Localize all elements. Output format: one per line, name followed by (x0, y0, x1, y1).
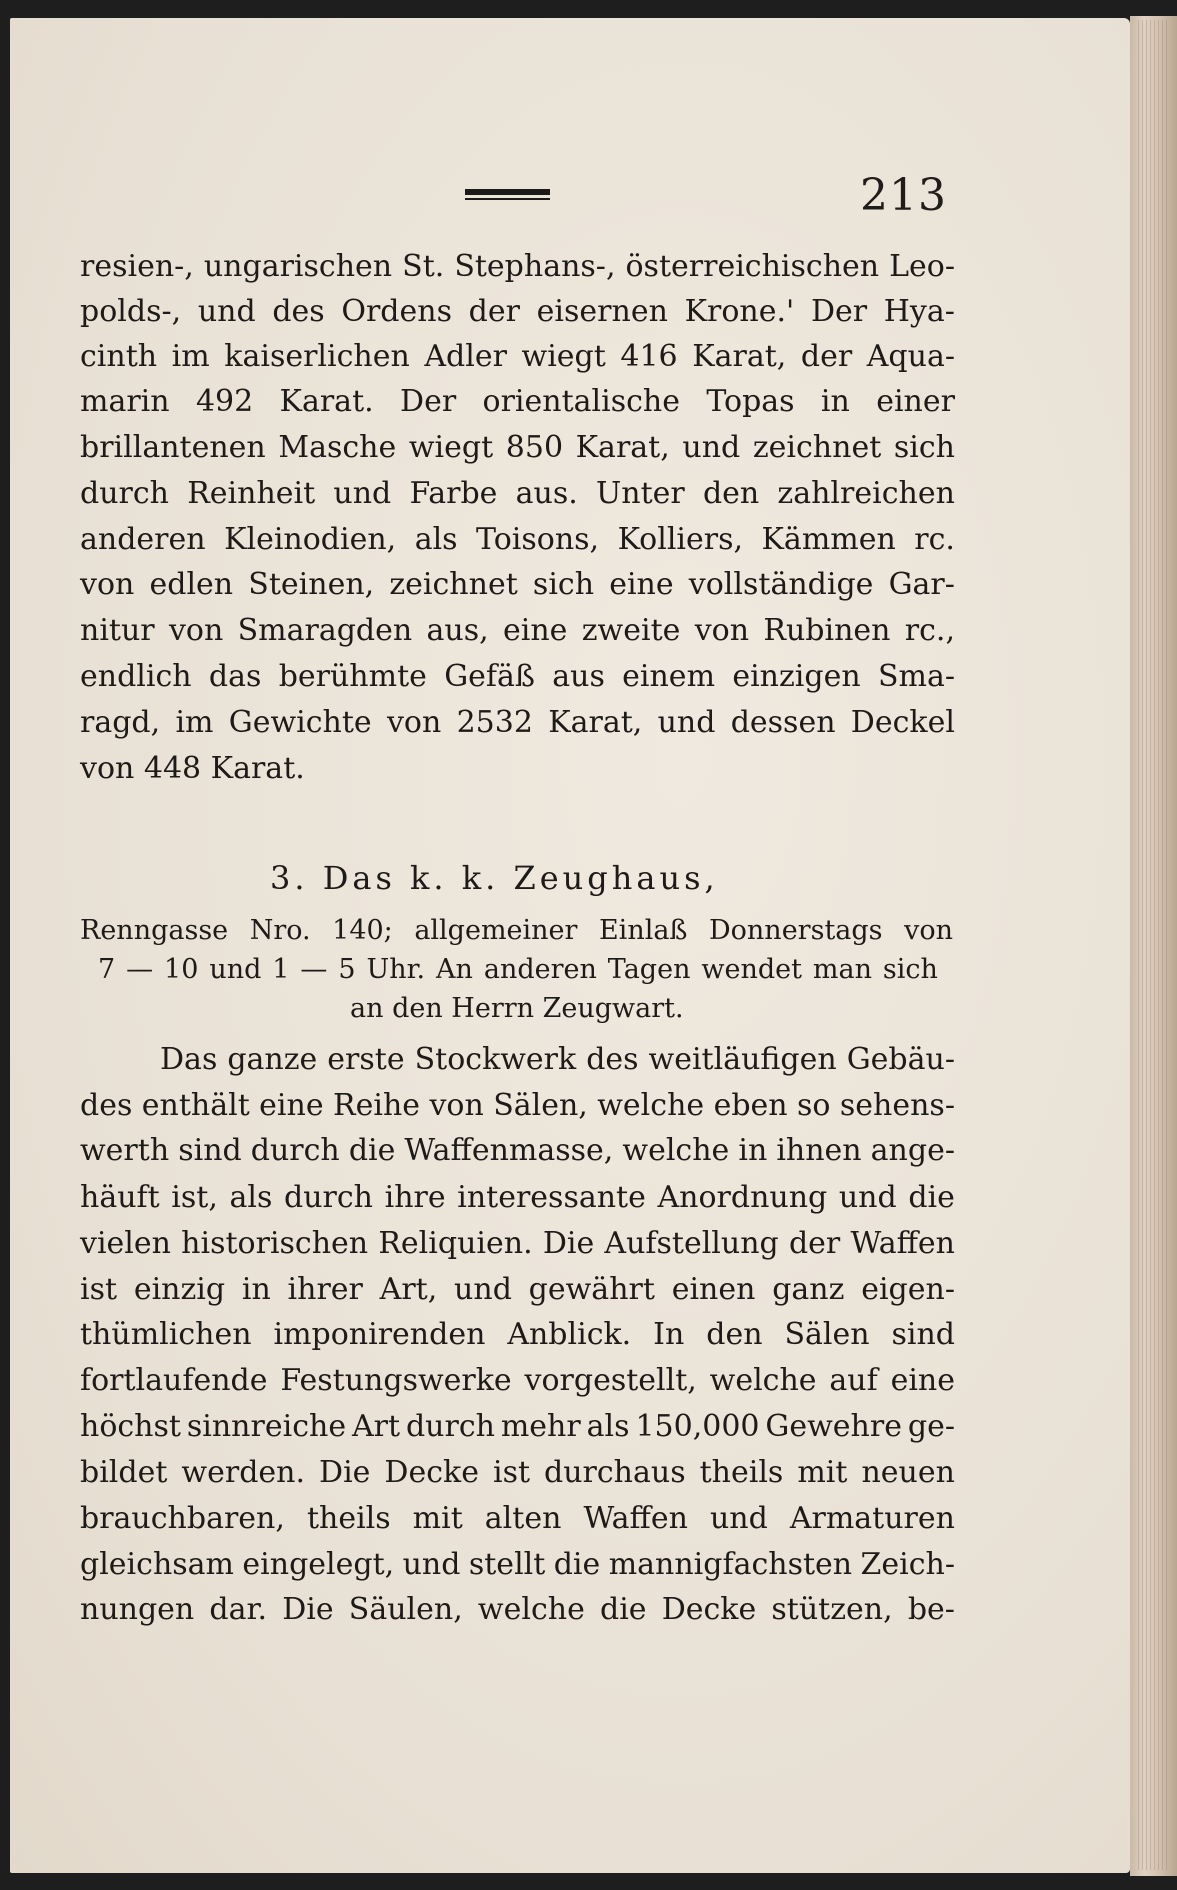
section-heading: 3. Das k. k. Zeughaus, (270, 859, 719, 897)
text-line: resien-, ungarischen St. Stephans-, österreichischen Leo- (80, 249, 955, 284)
text-line: nungen dar. Die Säulen, welche die Decke stützen, be- (80, 1592, 955, 1627)
text-line: anderen Kleinodien, als Toisons, Kolliers, Kämmen rc. (80, 522, 955, 557)
text-line: thümlichen imponirenden Anblick. In den Sälen sind (80, 1317, 955, 1352)
text-line: des enthält eine Reihe von Sälen, welche eben so sehens- (80, 1088, 955, 1123)
text-line: marin 492 Karat. Der orientalische Topas in einer (80, 384, 955, 419)
text-line: fortlaufende Festungswerke vorgestellt, welche auf eine (80, 1363, 955, 1398)
text-line: höchst sinnreiche Art durch mehr als 150,000 Gewehre ge- (80, 1409, 955, 1444)
text-line: cinth im kaiserlichen Adler wiegt 416 Karat, der Aqua- (80, 339, 955, 374)
text-line: häuft ist, als durch ihre interessante Anordnung und die (80, 1180, 955, 1215)
text-line: von edlen Steinen, zeichnet sich eine vollständige Gar- (80, 567, 955, 602)
text-line: ist einzig in ihrer Art, und gewährt einen ganz eigen- (80, 1272, 955, 1307)
header-rule (465, 189, 550, 200)
text-line: brauchbaren, theils mit alten Waffen und Armaturen (80, 1501, 955, 1536)
text-line: polds-, und des Ordens der eisernen Krone.' Der Hya- (80, 294, 955, 329)
text-line: werth sind durch die Waffenmasse, welche in ihnen ange- (80, 1133, 955, 1168)
text-line: vielen historischen Reliquien. Die Aufstellung der Waffen (80, 1226, 955, 1261)
text-line: endlich das berühmte Gefäß aus einem einzigen Sma- (80, 659, 955, 694)
text-line: bildet werden. Die Decke ist durchaus theils mit neuen (80, 1455, 955, 1490)
text-line: nitur von Smaragden aus, eine zweite von Rubinen rc., (80, 613, 955, 648)
section-info-line: 7 — 10 und 1 — 5 Uhr. An anderen Tagen wendet man sich (98, 954, 938, 985)
text-line: gleichsam eingelegt, und stellt die mannigfachsten Zeich- (80, 1547, 955, 1582)
section-info-line: an den Herrn Zeugwart. (350, 993, 684, 1024)
page-edge-lines (1138, 20, 1168, 1870)
text-line: von 448 Karat. (80, 751, 305, 786)
section-info-line: Renngasse Nro. 140; allgemeiner Einlaß Donnerstags von (80, 915, 953, 946)
text-line: Das ganze erste Stockwerk des weitläufigen Gebäu- (160, 1042, 955, 1077)
text-line: brillantenen Masche wiegt 850 Karat, und zeichnet sich (80, 430, 955, 465)
page-number: 213 (860, 170, 947, 221)
text-line: durch Reinheit und Farbe aus. Unter den zahlreichen (80, 476, 955, 511)
text-line: ragd, im Gewichte von 2532 Karat, und dessen Deckel (80, 705, 955, 740)
